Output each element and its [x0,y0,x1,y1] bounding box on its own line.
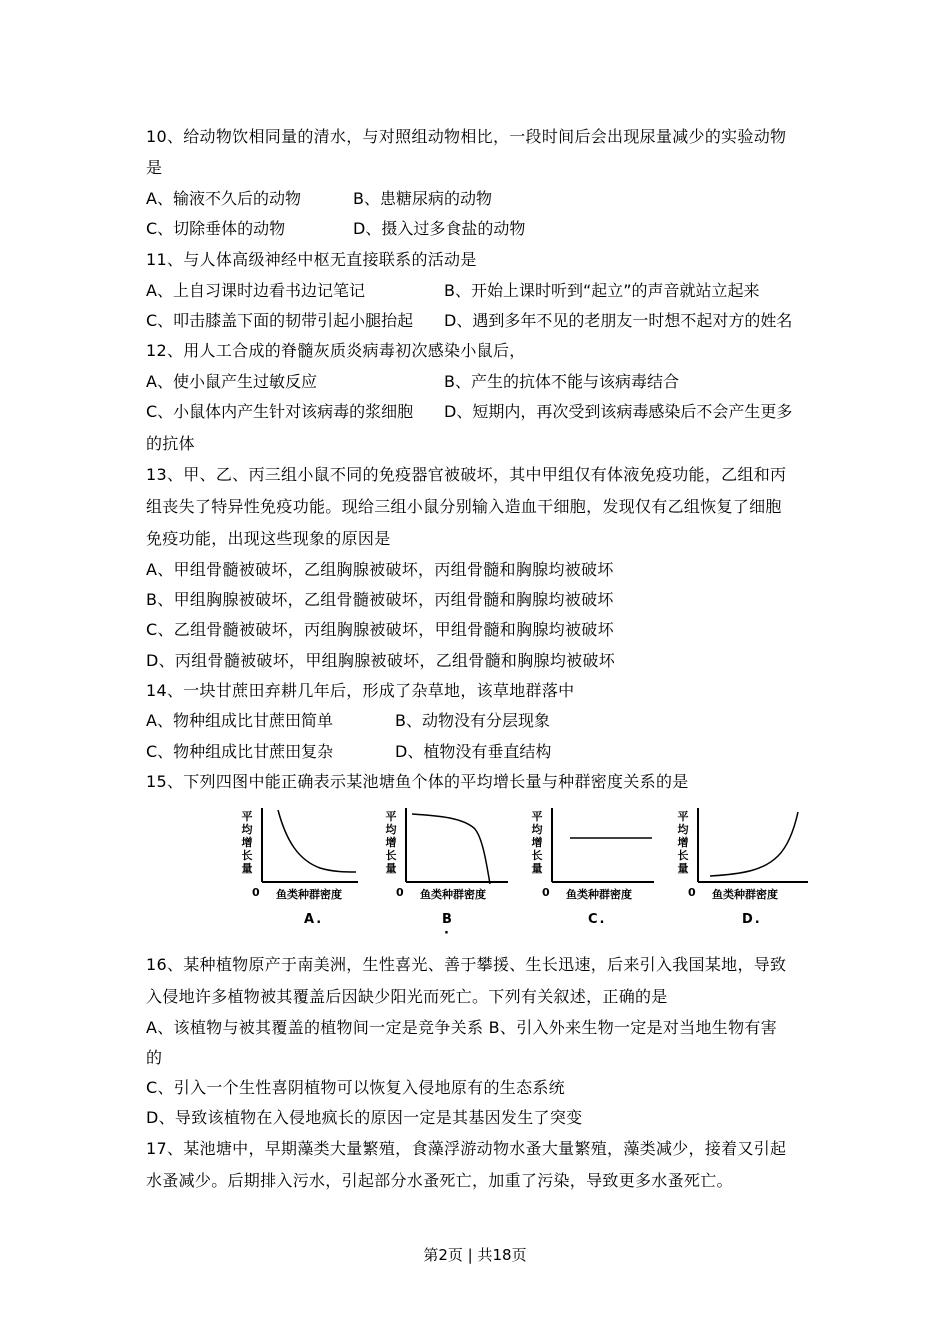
graph-d-origin: 0 [688,886,696,899]
q16-stem-line2: 入侵地许多植物被其覆盖后因缺少阳光而死亡。下列有关叙述，正确的是 [146,987,668,1006]
q11-option-a: A、上自习课时边看书边记笔记 [146,281,365,300]
graph-c-xlabel: 鱼类种群密度 [566,888,632,901]
q15-graph-set [238,800,818,960]
q11-option-d: D、遇到多年不见的老朋友一时想不起对方的姓名 [444,311,793,330]
q15-graph-b [382,800,502,940]
q15-graph-d [674,800,794,940]
q16-option-c: C、引入一个生性喜阴植物可以恢复入侵地原有的生态系统 [146,1078,565,1097]
q17-stem-line2: 水蚤减少。后期排入污水，引起部分水蚤死亡，加重了污染，导致更多水蚤死亡。 [146,1171,733,1190]
page-footer: 第2页 | 共18页 [423,1246,527,1264]
q12-option-b: B、产生的抗体不能与该病毒结合 [444,372,679,391]
q12-stem: 12、用人工合成的脊髓灰质炎病毒初次感染小鼠后， [146,341,526,360]
graph-a-label: A. [304,912,324,927]
graph-a-ylabel: 平均增长量 [241,810,253,875]
q10-option-d: D、摄入过多食盐的动物 [353,219,526,238]
graph-b-plot [382,800,512,900]
q14-stem: 14、一块甘蔗田弃耕几年后，形成了杂草地，该草地群落中 [146,681,575,700]
q16-option-d: D、导致该植物在入侵地疯长的原因一定是其基因发生了突变 [146,1108,583,1127]
q16-stem-line1: 16、某种植物原产于南美洲，生性喜光、善于攀援、生长迅速，后来引入我国某地，导致 [146,955,787,974]
graph-c-label: C. [588,912,607,927]
q13-option-c: C、乙组骨髓被破坏，丙组胸腺被破坏，甲组骨髓和胸腺均被破坏 [146,620,614,639]
graph-b-stray-dot: · [444,926,451,941]
q10-stem-line2: 是 [146,158,163,177]
q10-option-b: B、患糖尿病的动物 [353,189,492,208]
graph-b-ylabel: 平均增长量 [385,810,397,875]
q12-option-c: C、小鼠体内产生针对该病毒的浆细胞 [146,402,414,421]
q10-stem-line1: 10、给动物饮相同量的清水，与对照组动物相比，一段时间后会出现尿量减少的实验动物 [146,127,787,146]
q13-option-b: B、甲组胸腺被破坏，乙组骨髓被破坏，丙组骨髓和胸腺均被破坏 [146,590,614,609]
q15-stem: 15、下列四图中能正确表示某池塘鱼个体的平均增长量与种群密度关系的是 [146,772,689,791]
graph-a-origin: 0 [252,886,260,899]
q12-option-d: D、短期内，再次受到该病毒感染后不会产生更多 [444,402,793,421]
q12-option-d-line2: 的抗体 [146,434,195,453]
q10-option-c: C、切除垂体的动物 [146,219,286,238]
q14-option-d: D、植物没有垂直结构 [395,742,552,761]
graph-d-curve [710,812,798,876]
graph-a-plot [238,800,358,900]
graph-d-xlabel: 鱼类种群密度 [712,888,778,901]
q14-option-a: A、物种组成比甘蔗田简单 [146,711,333,730]
q11-stem: 11、与人体高级神经中枢无直接联系的活动是 [146,250,477,269]
q13-option-a: A、甲组骨髓被破坏，乙组胸腺被破坏，丙组骨髓和胸腺均被破坏 [146,560,614,579]
q15-graph-a [238,800,358,940]
graph-b-curve [412,814,490,884]
q11-option-b: B、开始上课时听到“起立”的声音就站立起来 [444,281,760,300]
graph-d-plot [674,800,814,900]
q13-stem-line2: 组丧失了特异性免疫功能。现给三组小鼠分别输入造血干细胞，发现仅有乙组恢复了细胞 [146,497,782,516]
q10-option-a: A、输液不久后的动物 [146,189,301,208]
graph-d-label: D. [742,912,762,927]
q13-stem-line3: 免疫功能，出现这些现象的原因是 [146,529,391,548]
q15-graph-c [528,800,648,940]
graph-a-xlabel: 鱼类种群密度 [276,888,342,901]
graph-a-curve [278,810,356,872]
q13-stem-line1: 13、甲、乙、丙三组小鼠不同的免疫器官被破坏，其中甲组仅有体液免疫功能，乙组和丙 [146,465,787,484]
graph-c-ylabel: 平均增长量 [531,810,543,875]
graph-c-plot [528,800,658,900]
q14-option-b: B、动物没有分层现象 [395,711,550,730]
graph-b-xlabel: 鱼类种群密度 [420,888,486,901]
q17-stem-line1: 17、某池塘中，早期藻类大量繁殖，食藻浮游动物水蚤大量繁殖，藻类减少，接着又引起 [146,1139,787,1158]
q16-option-b-line2: 的 [146,1048,163,1067]
graph-c-origin: 0 [542,886,550,899]
graph-b-label: B [442,912,454,927]
q12-option-a: A、使小鼠产生过敏反应 [146,372,317,391]
q16-options-ab: A、该植物与被其覆盖的植物间一定是竞争关系 B、引入外来生物一定是对当地生物有害 [146,1018,778,1037]
q14-option-c: C、物种组成比甘蔗田复杂 [146,742,334,761]
graph-d-ylabel: 平均增长量 [677,810,689,875]
graph-b-origin: 0 [396,886,404,899]
q13-option-d: D、丙组骨髓被破坏，甲组胸腺被破坏，乙组骨髓和胸腺均被破坏 [146,651,616,670]
q11-option-c: C、叩击膝盖下面的韧带引起小腿抬起 [146,311,414,330]
